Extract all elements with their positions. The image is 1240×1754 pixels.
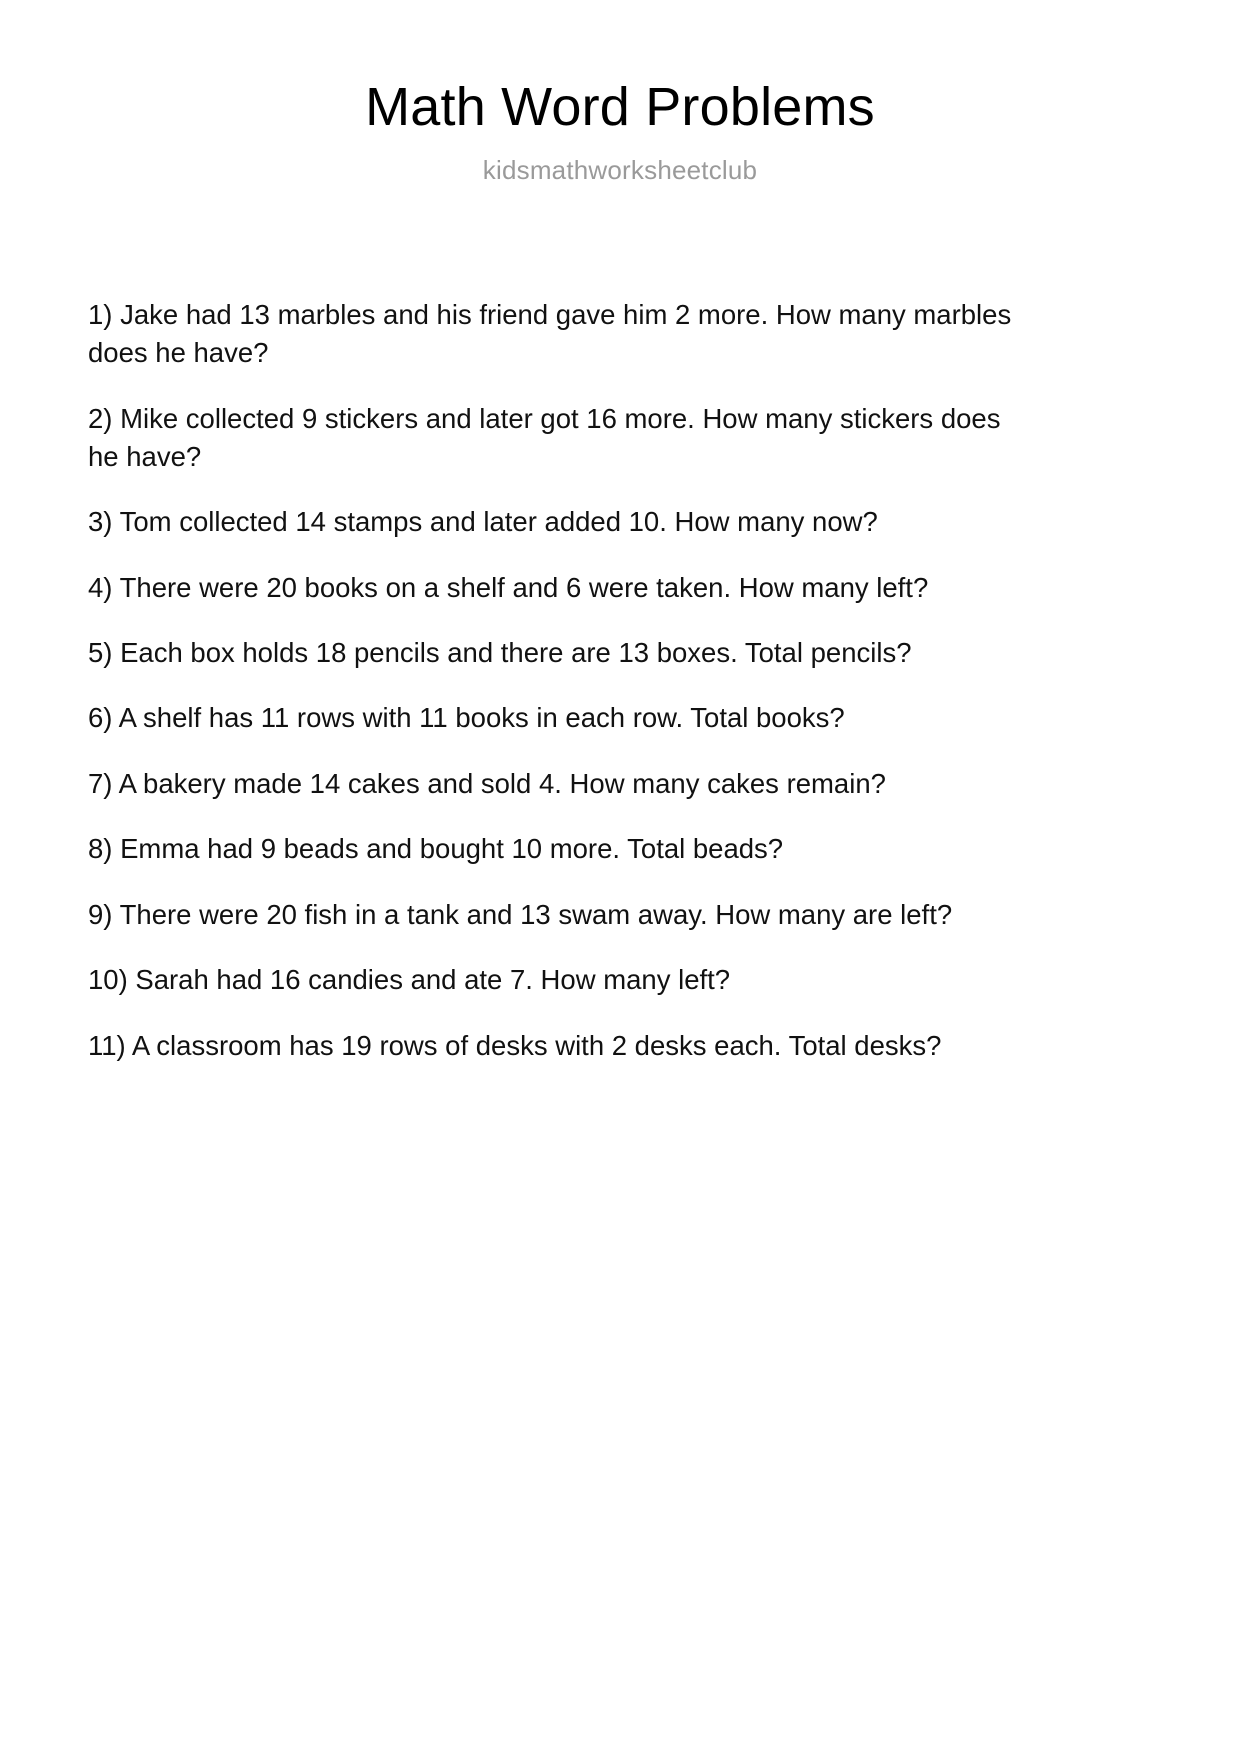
problem-item: 8) Emma had 9 beads and bought 10 more. Total beads? xyxy=(88,833,784,865)
problem-item: 5) Each box holds 18 pencils and there are 13 boxes. Total pencils? xyxy=(88,637,912,669)
problem-item: 9) There were 20 fish in a tank and 13 swam away. How many are left? xyxy=(88,898,953,930)
worksheet-header xyxy=(0,0,1240,186)
problem-item: 10) Sarah had 16 candies and ate 7. How many left? xyxy=(88,964,731,996)
problem-item: 4) There were 20 books on a shelf and 6 were taken. How many left? xyxy=(88,571,929,603)
page-subtitle: kidsmathworksheetclub xyxy=(482,155,758,186)
page-title: Math Word Problems xyxy=(365,77,875,137)
problem-list xyxy=(0,296,1240,1064)
problem-item: 6) A shelf has 11 rows with 11 books in each row. Total books? xyxy=(88,702,845,734)
problem-item: 3) Tom collected 14 stamps and later added 10. How many now? xyxy=(88,506,878,538)
problem-item: 11) A classroom has 19 rows of desks with 2 desks each. Total desks? xyxy=(88,1029,942,1061)
problem-item: 1) Jake had 13 marbles and his friend gave him 2 more. How many marbles does he have? xyxy=(88,299,1012,369)
problem-item: 7) A bakery made 14 cakes and sold 4. How many cakes remain? xyxy=(88,767,886,799)
problem-item: 2) Mike collected 9 stickers and later got 16 more. How many stickers does he have? xyxy=(88,402,1001,472)
